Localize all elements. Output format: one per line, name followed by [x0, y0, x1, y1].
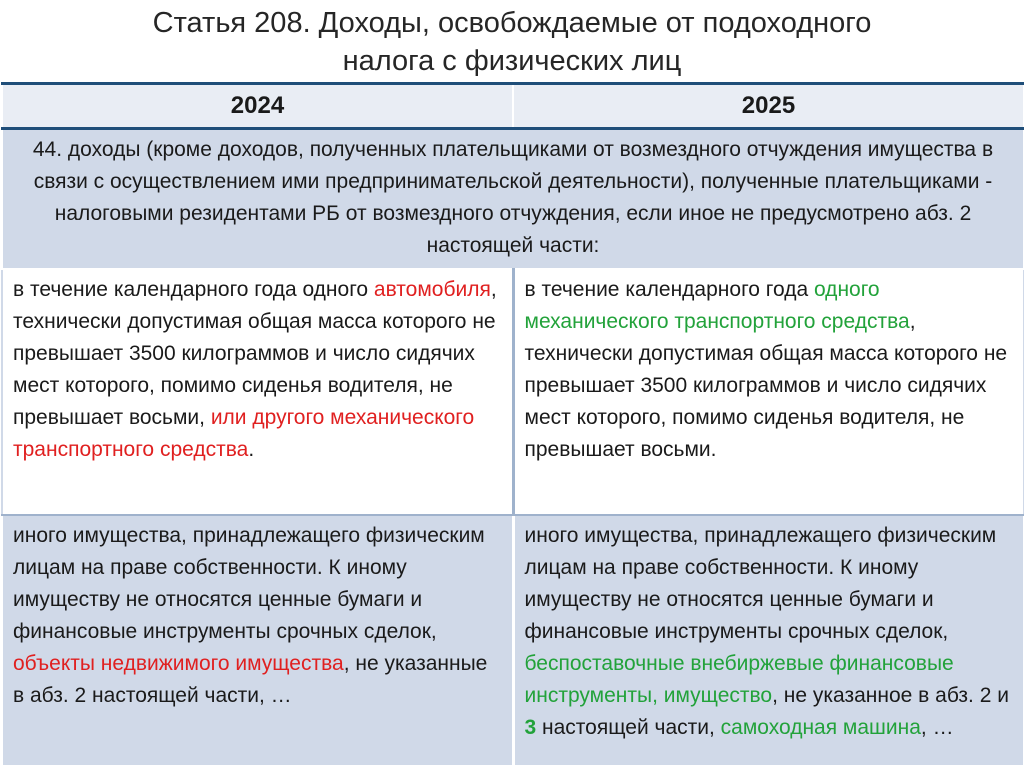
page-title	[0, 0, 1024, 84]
text-fragment: , не указанное в абз. 2 и	[772, 684, 1009, 707]
text-fragment: в течение календарного года	[524, 278, 814, 301]
text-fragment: .	[248, 438, 255, 461]
title-line-2: налога с физических лиц	[342, 45, 682, 77]
intro-cell: 44. доходы (кроме доходов, полученных плательщиками от возмездного отчуждения имущества в связи с осуществлением ими предпринимательской деятельности), полученные плательщиками - налоговыми резидентами РБ от возмездного отчуждения, если иное не предусмотрено абз. 2 настоящей части:	[2, 129, 1024, 270]
added-text: беспоставочные внебиржевые финансовые инструменты, имущество	[524, 652, 954, 707]
added-text: одного механического транспортного средства	[524, 278, 910, 333]
row1-2024-cell	[2, 269, 513, 515]
header-row	[2, 84, 1024, 129]
text-fragment: , …	[920, 716, 954, 739]
text-fragment: в течение календарного года одного	[13, 278, 374, 301]
added-text: самоходная машина	[720, 716, 921, 739]
table-row	[2, 515, 1024, 766]
comparison-table	[1, 82, 1024, 767]
added-text: 3	[524, 716, 537, 739]
row2-2025-cell	[513, 515, 1024, 766]
text-fragment: иного имущества, принадлежащего физическим лицам на праве собственности. К иному имуществу не относятся ценные бумаги и финансовые инструменты срочных сделок,	[524, 524, 997, 643]
text-fragment: , не указанные в абз. 2 настоящей части, …	[13, 652, 488, 707]
row2-2024-cell	[2, 515, 513, 766]
text-fragment: иного имущества, принадлежащего физическим лицам на праве собственности. К иному имуществу не относятся ценные бумаги и финансовые инструменты срочных сделок,	[13, 524, 485, 643]
table-row	[2, 269, 1024, 515]
row1-2025-cell	[513, 269, 1024, 515]
text-fragment: , технически допустимая общая масса которого не превышает 3500 килограммов и число сидячих мест которого, помимо сиденья водителя, не превышает восьми,	[13, 278, 497, 429]
removed-text: автомобиля	[373, 278, 491, 301]
removed-text: или другого механического транспортного средства	[13, 406, 475, 461]
column-header-2024: 2024	[2, 84, 513, 129]
title-line-1: Статья 208. Доходы, освобождаемые от подоходного	[152, 7, 872, 39]
text-fragment: настоящей части,	[536, 716, 721, 739]
intro-row	[2, 129, 1024, 270]
removed-text: объекты недвижимого имущества	[13, 652, 344, 675]
text-fragment: , технически допустимая общая масса которого не превышает 3500 килограммов и число сидячих мест которого, помимо сиденья водителя, не превышает восьми.	[524, 310, 1008, 461]
column-header-2025: 2025	[513, 84, 1024, 129]
